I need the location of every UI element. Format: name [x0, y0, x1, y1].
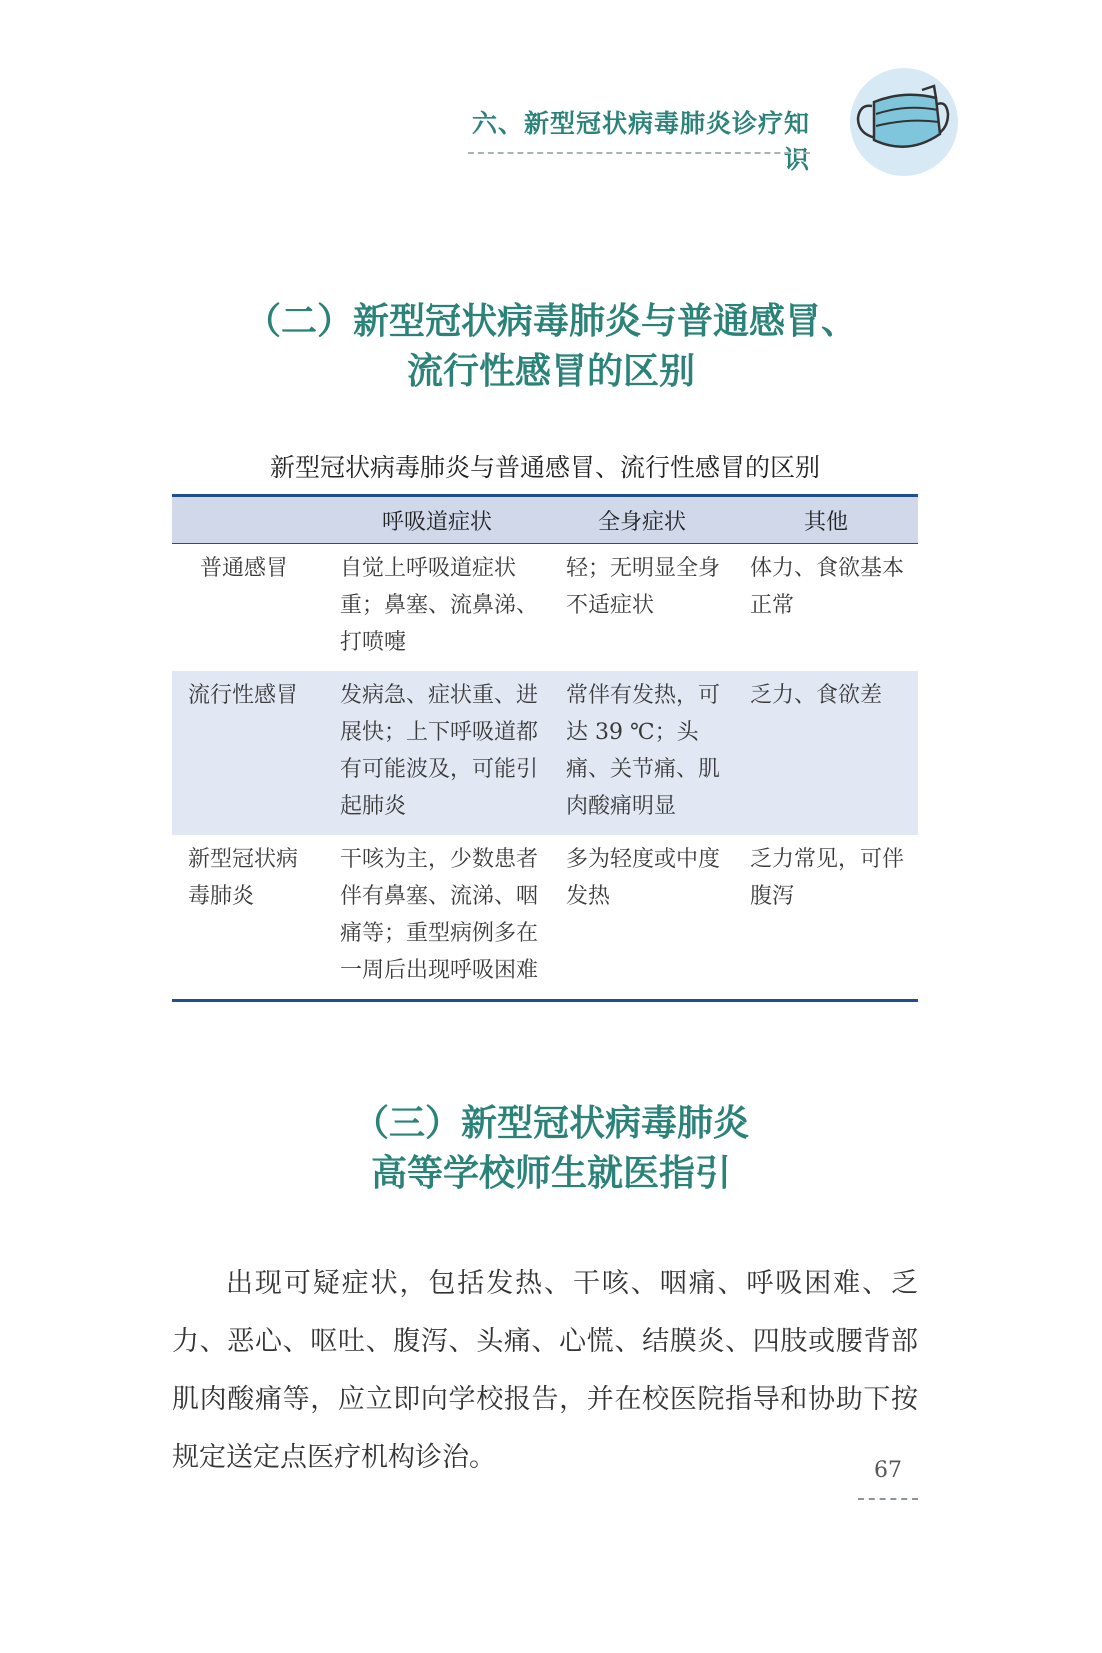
guidance-paragraph: 出现可疑症状，包括发热、干咳、咽痛、呼吸困难、乏力、恶心、呕吐、腹泻、头痛、心慌、结膜炎、四肢或腰背部肌肉酸痛等，应立即向学校报告，并在校医院指导和协助下按规定送定点医疗机构诊治。 — [172, 1268, 918, 1473]
comparison-table — [172, 494, 918, 1002]
table-caption: 新型冠状病毒肺炎与普通感冒、流行性感冒的区别 — [269, 453, 820, 482]
chapter-title: 六、新型冠状病毒肺炎诊疗知识 — [471, 109, 810, 174]
respiratory-cell: 发病急、症状重、进展快；上下呼吸道都有可能波及，可能引起肺炎 — [340, 683, 539, 819]
systemic-cell: 轻；无明显全身不适症状 — [566, 556, 721, 618]
page-number: 67 — [874, 1458, 902, 1483]
table-row — [172, 671, 918, 835]
section-2-title-line-2: 流行性感冒的区别 — [406, 350, 695, 392]
other-cell: 乏力常见，可伴腹泻 — [734, 835, 918, 1001]
column-header-respiratory: 呼吸道症状 — [324, 496, 550, 544]
table-row — [172, 835, 918, 1001]
table-header-row — [172, 496, 918, 544]
header-divider — [468, 152, 810, 154]
other-cell: 体力、食欲基本正常 — [750, 556, 905, 618]
table-row — [172, 544, 918, 672]
section-2-title-line-1: （二）新型冠状病毒肺炎与普通感冒、 — [244, 300, 857, 342]
row-name-cell: 新型冠状病毒肺炎 — [172, 835, 324, 1001]
systemic-cell: 多为轻度或中度发热 — [550, 835, 734, 1001]
systemic-cell: 常伴有发热，可达 39 ℃；头痛、关节痛、肌肉酸痛明显 — [566, 683, 721, 819]
respiratory-cell: 自觉上呼吸道症状重；鼻塞、流鼻涕、打喷嚏 — [340, 556, 539, 655]
face-mask-icon — [850, 68, 958, 176]
section-2-title — [0, 296, 1102, 396]
section-3-title — [0, 1098, 1102, 1198]
row-name-cell: 普通感冒 — [200, 556, 289, 581]
page-number-divider — [858, 1498, 918, 1500]
section-3-title-line-1: （三）新型冠状病毒肺炎 — [352, 1102, 749, 1144]
row-name-cell: 流行性感冒 — [188, 683, 299, 708]
section-3-title-line-2: 高等学校师生就医指引 — [370, 1152, 731, 1194]
column-header-systemic: 全身症状 — [550, 496, 734, 544]
column-header-other: 其他 — [734, 496, 918, 544]
other-cell: 乏力、食欲差 — [750, 683, 883, 708]
respiratory-cell: 干咳为主，少数患者伴有鼻塞、流涕、咽痛等；重型病例多在一周后出现呼吸困难 — [324, 835, 550, 1001]
column-header-blank — [172, 496, 324, 544]
